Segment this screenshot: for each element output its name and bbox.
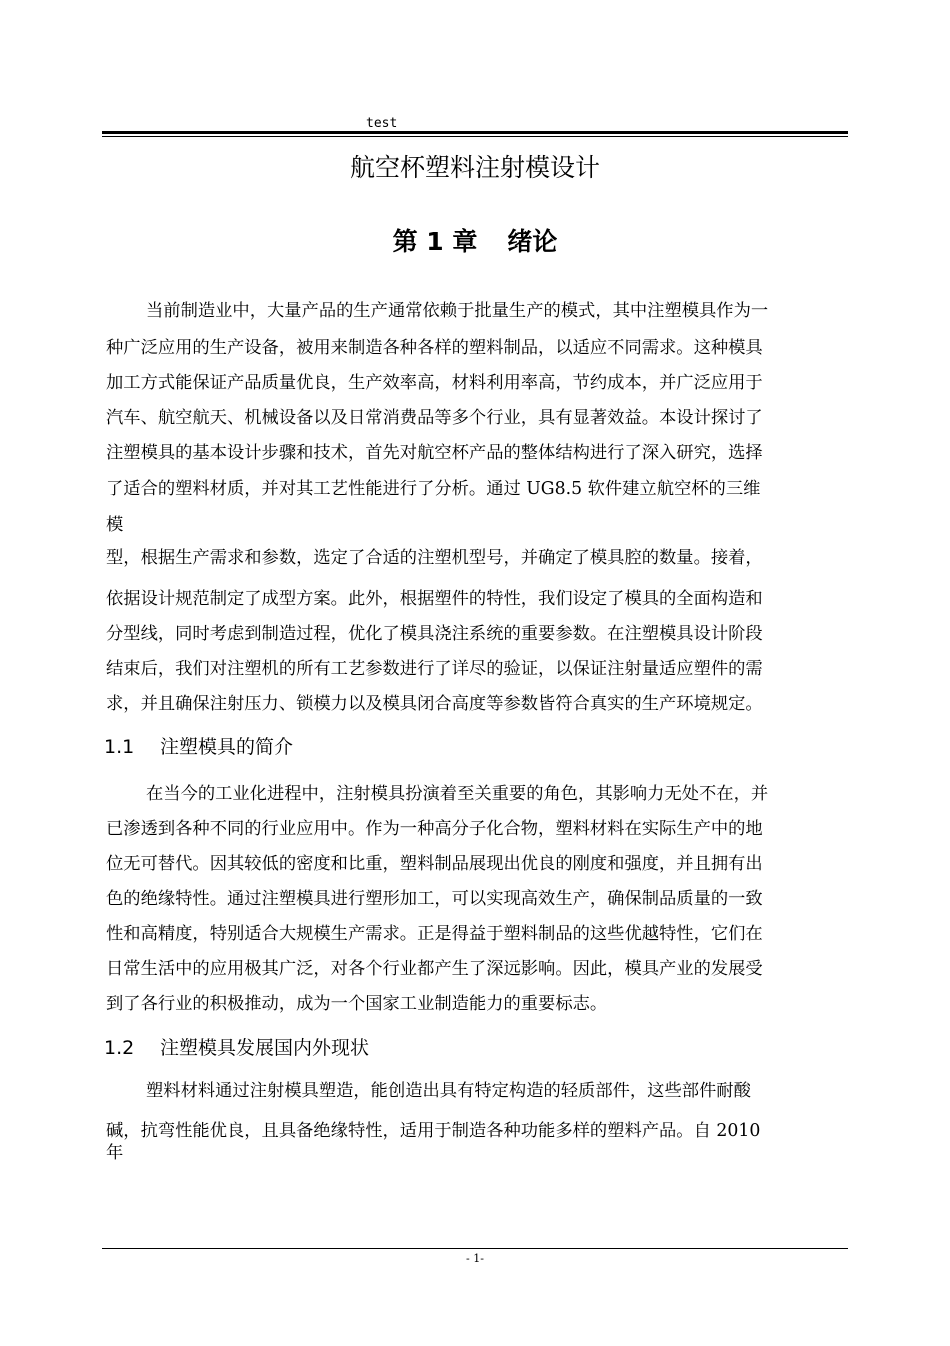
document-title: 航空杯塑料注射模设计 [349, 153, 600, 182]
section-number: 1.2 [104, 1037, 135, 1059]
section-number: 1.1 [104, 736, 135, 758]
section-heading-1-2 [104, 1035, 369, 1061]
text-line: 日常生活中的应用极其广泛，对各个行业都产生了深远影响。因此，模具产业的发展受 [106, 959, 763, 979]
header-text: test [366, 116, 398, 131]
text-line: 色的绝缘特性。通过注塑模具进行塑形加工，可以实现高效生产，确保制品质量的一致 [106, 889, 763, 909]
text-line: 在当今的工业化进程中，注射模具扮演着至关重要的角色，其影响力无处不在，并 [146, 784, 769, 804]
footer-rule [102, 1248, 848, 1249]
text-line: 性和高精度，特别适合大规模生产需求。正是得益于塑料制品的这些优越特性，它们在 [106, 924, 763, 944]
text-line: 加工方式能保证产品质量优良，生产效率高，材料利用率高，节约成本，并广泛应用于 [106, 373, 763, 393]
text-line: 分型线，同时考虑到制造过程，优化了模具浇注系统的重要参数。在注塑模具设计阶段 [106, 624, 763, 644]
text-line: 种广泛应用的生产设备，被用来制造各种各样的塑料制品，以适应不同需求。这种模具 [106, 338, 763, 358]
section-title: 注塑模具发展国内外现状 [160, 1037, 370, 1059]
text-line: 求，并且确保注射压力、锁模力以及模具闭合高度等参数皆符合真实的生产环境规定。 [106, 694, 763, 714]
text-line: 到了各行业的积极推动，成为一个国家工业制造能力的重要标志。 [106, 994, 608, 1014]
text-line: 模 [106, 515, 124, 535]
text-line: 塑料材料通过注射模具塑造，能创造出具有特定构造的轻质部件，这些部件耐酸 [146, 1081, 751, 1101]
text-line: 位无可替代。因其较低的密度和比重，塑料制品展现出优良的刚度和强度，并且拥有出 [106, 854, 763, 874]
header-rule-thick [102, 131, 848, 134]
text-line: 注塑模具的基本设计步骤和技术，首先对航空杯产品的整体结构进行了深入研究，选择 [106, 443, 763, 463]
text-line: 碱，抗弯性能优良，且具备绝缘特性，适用于制造各种功能多样的塑料产品。自 2010 [106, 1121, 761, 1141]
section-title: 注塑模具的简介 [160, 736, 294, 758]
text-line: 依据设计规范制定了成型方案。此外，根据塑件的特性，我们设定了模具的全面构造和 [106, 589, 763, 609]
page-number: - 1- [466, 1252, 484, 1265]
chapter-label: 第 1 章 [392, 227, 478, 256]
text-line: 型，根据生产需求和参数，选定了合适的注塑机型号，并确定了模具腔的数量。接着， [106, 548, 763, 568]
text-line: 已渗透到各种不同的行业应用中。作为一种高分子化合物，塑料材料在实际生产中的地 [106, 819, 763, 839]
header-rule-thin [102, 136, 848, 137]
text-line: 当前制造业中，大量产品的生产通常依赖于批量生产的模式，其中注塑模具作为一 [146, 301, 769, 321]
chapter-name: 绪论 [507, 227, 558, 256]
section-heading-1-1 [104, 734, 293, 760]
chapter-heading [0, 220, 950, 264]
text-line: 年 [106, 1143, 124, 1163]
text-line: 汽车、航空航天、机械设备以及日常消费品等多个行业，具有显著效益。本设计探讨了 [106, 408, 763, 428]
text-line: 结束后，我们对注塑机的所有工艺参数进行了详尽的验证，以保证注射量适应塑件的需 [106, 659, 763, 679]
text-line: 了适合的塑料材质，并对其工艺性能进行了分析。通过 UG8.5 软件建立航空杯的三维 [106, 479, 761, 499]
